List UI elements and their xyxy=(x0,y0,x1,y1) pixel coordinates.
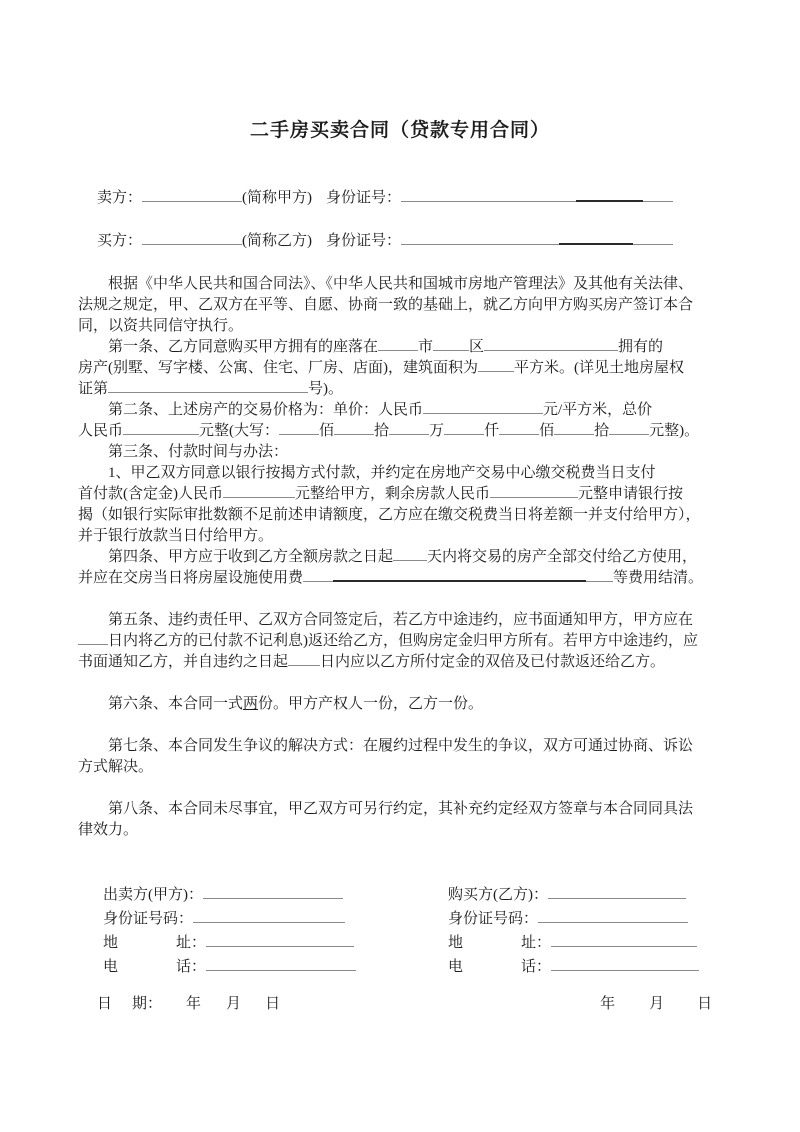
text-run: 拾 xyxy=(594,423,610,439)
seller-phone-row xyxy=(103,955,448,979)
spacer xyxy=(312,244,326,245)
date-label-2: 期： xyxy=(132,996,163,1012)
buyer-phone-label-1: 电 xyxy=(448,959,464,975)
buyer-phone-blank xyxy=(551,958,699,971)
text-run: 第一条、乙方同意购买甲方拥有的座落在 xyxy=(108,339,379,355)
clause-1-line-3 xyxy=(78,379,742,400)
text-run: 并应在交房当日将房屋设施使用费 xyxy=(78,570,304,586)
seller-id-row xyxy=(103,907,448,931)
spacer xyxy=(664,1007,697,1008)
text-run: 等费用结清。 xyxy=(613,570,704,586)
daxie-shi-1-blank xyxy=(334,422,374,435)
refund-days-blank xyxy=(78,632,108,645)
seller-address-label-2: 址： xyxy=(176,935,207,951)
city-blank xyxy=(378,338,418,351)
text-run: 仟 xyxy=(484,423,500,439)
clause-3-heading xyxy=(78,442,742,463)
text-run: 并于银行放款当日付给甲方。 xyxy=(78,528,274,544)
text-run: 佰 xyxy=(319,423,335,439)
seller-sign-label: 出卖方(甲方)： xyxy=(103,887,203,903)
text-run: 方式解决。 xyxy=(78,759,154,775)
text-run: 同，以资共同信守执行。 xyxy=(78,318,244,334)
daxie-bai-2-blank xyxy=(499,422,539,435)
seller-phone-blank xyxy=(206,958,356,971)
intro-line-2 xyxy=(78,295,742,316)
clause-5-line-2 xyxy=(78,631,742,652)
text-run: 房产(别墅、写字楼、公寓、住宅、厂房、店面)，建筑面积为 xyxy=(78,360,478,376)
text-run: 1、甲乙双方同意以银行按揭方式付款，并约定在房地产交易中心缴交税费当日支付 xyxy=(108,465,656,481)
total-price-blank xyxy=(123,422,199,435)
daxie-yuan-blank xyxy=(609,422,649,435)
intro-line-1 xyxy=(78,274,742,295)
location-blank xyxy=(484,338,618,351)
text-run: 元整给甲方，剩余房款人民币 xyxy=(295,486,491,502)
buyer-year-label: 年 xyxy=(600,996,616,1012)
text-run: 首付款(含定金)人民币 xyxy=(78,486,223,502)
buyer-sign-label: 购买方(乙方)： xyxy=(448,887,548,903)
text-run: 区 xyxy=(469,339,485,355)
seller-row xyxy=(97,188,740,209)
text-run: 天内将交易的房产全部交付给乙方使用， xyxy=(427,549,698,565)
clause-2-line-2 xyxy=(78,421,742,442)
buyer-signature-row xyxy=(448,883,760,907)
text-run: 第二条、上述房产的交易价格为：单价：人民币 xyxy=(108,402,424,418)
text-run: 第六条、本合同一式 xyxy=(108,696,244,712)
spacer xyxy=(118,946,176,947)
signature-section xyxy=(103,883,760,979)
text-run: 律效力。 xyxy=(78,822,139,838)
clause-5-line-3 xyxy=(78,652,742,673)
seller-day-label: 日 xyxy=(265,996,281,1012)
daxie-qian-blank xyxy=(444,422,484,435)
buyer-address-row xyxy=(448,931,760,955)
blank-line xyxy=(78,589,742,610)
text-run: 份。甲方产权人一份，乙方一份。 xyxy=(258,696,484,712)
buyer-id-blank xyxy=(401,232,559,245)
double-deposit-days-blank xyxy=(288,653,320,666)
unit-price-blank xyxy=(423,401,543,414)
text-run: 平方米。(详见土地房屋权 xyxy=(514,360,684,376)
clause-7-line-2 xyxy=(78,757,742,778)
text-run: 第八条、本合同未尽事宜，甲乙双方可另行约定，其补充约定经双方签章与本合同同具法 xyxy=(108,801,694,817)
buyer-address-blank xyxy=(551,934,697,947)
text-run: 日内应以乙方所付定金的双倍及已付款返还给乙方。 xyxy=(320,654,666,670)
blank-line xyxy=(78,715,742,736)
spacer xyxy=(162,1007,186,1008)
buyer-signature-column xyxy=(448,883,760,979)
text-run: 元整申请银行按 xyxy=(578,486,684,502)
text-run: 第五条、违约责任甲、乙双方合同签定后，若乙方中途违约，应书面通知甲方，甲方应在 xyxy=(108,612,694,628)
buyer-alias-label: (简称乙方) xyxy=(242,233,313,249)
clause-3-item-1-line-4 xyxy=(78,526,742,547)
clause-3-item-1-line-1 xyxy=(78,463,742,484)
seller-id-blank xyxy=(401,189,576,202)
text-run: 市 xyxy=(418,339,434,355)
text-run: 人民币 xyxy=(78,423,124,439)
text-run: 根据《中华人民共和国合同法》、《中华人民共和国城市房地产管理法》及其他有关法律、 xyxy=(108,276,694,292)
buyer-sign-name-blank xyxy=(548,886,686,899)
signature-columns xyxy=(103,883,760,979)
seller-label: 卖方： xyxy=(97,190,143,206)
daxie-wan-blank xyxy=(389,422,429,435)
date-line xyxy=(97,992,760,1016)
facility-fee-blank-dark xyxy=(333,568,586,582)
buyer-address-label-2: 址： xyxy=(521,935,552,951)
clause-1-line-1 xyxy=(78,337,742,358)
facility-fee-blank-head xyxy=(303,569,333,582)
seller-month-label: 月 xyxy=(226,996,242,1012)
text-run: 法规之规定，甲、乙双方在平等、自愿、协商一致的基础上，就乙方向甲方购买房产签订本合 xyxy=(78,297,694,313)
date-label-1: 日 xyxy=(97,996,113,1012)
seller-address-row xyxy=(103,931,448,955)
buyer-id-blank-dark xyxy=(559,231,633,245)
spacer xyxy=(312,201,326,202)
daxie-shi-2-blank xyxy=(554,422,594,435)
seller-name-blank xyxy=(142,189,242,202)
seller-sign-id-label: 身份证号码： xyxy=(103,911,194,927)
remaining-loan-blank xyxy=(490,485,578,498)
clause-5-line-1 xyxy=(78,610,742,631)
seller-alias-label: (简称甲方) xyxy=(242,190,313,206)
text-run: 佰 xyxy=(539,423,555,439)
date-section xyxy=(97,992,760,1016)
facility-fee-blank-tail xyxy=(586,569,613,582)
clause-2-line-1 xyxy=(78,400,742,421)
seller-address-blank xyxy=(206,934,354,947)
spacer xyxy=(201,1007,226,1008)
spacer xyxy=(463,970,521,971)
contract-body xyxy=(78,274,742,841)
text-run: 元整(大写： xyxy=(199,423,280,439)
seller-phone-label-2: 话： xyxy=(176,959,207,975)
text-run: 揭（如银行实际审批数额不足前述申请额度，乙方应在缴交税费当日将差额一并支付给甲方）， xyxy=(78,507,701,523)
text-run: 拾 xyxy=(374,423,390,439)
text-run: 号)。 xyxy=(308,381,344,397)
seller-signature-column xyxy=(103,883,448,979)
clause-4-line-2 xyxy=(78,568,742,589)
intro-line-3 xyxy=(78,316,742,337)
clause-7-line-1 xyxy=(78,736,742,757)
buyer-id-blank-tail xyxy=(633,232,673,245)
blank-line xyxy=(78,673,742,694)
seller-id-blank-tail xyxy=(643,189,673,202)
clause-3-item-1-line-3 xyxy=(78,505,742,526)
clause-6-line-1 xyxy=(78,694,742,715)
seller-sign-name-blank xyxy=(203,886,343,899)
downpayment-blank xyxy=(223,485,295,498)
clause-1-line-2 xyxy=(78,358,742,379)
buyer-address-label-1: 地 xyxy=(448,935,464,951)
seller-signature-row xyxy=(103,883,448,907)
delivery-days-blank xyxy=(393,548,427,561)
party-section xyxy=(97,188,740,252)
text-run: 拥有的 xyxy=(618,339,664,355)
cert-number-blank xyxy=(108,380,308,393)
buyer-day-label: 日 xyxy=(697,996,713,1012)
seller-id-blank-dark xyxy=(576,188,643,202)
buyer-id-label: 身份证号： xyxy=(326,233,402,249)
clause-4-line-1 xyxy=(78,547,742,568)
text-run: 第七条、本合同发生争议的解决方式：在履约过程中发生的争议，双方可通过协商、诉讼 xyxy=(108,738,694,754)
clause-3-item-1-line-2 xyxy=(78,484,742,505)
buyer-sign-id-blank xyxy=(538,910,688,923)
spacer xyxy=(112,1007,132,1008)
spacer xyxy=(463,946,521,947)
text-run: 万 xyxy=(429,423,445,439)
buyer-row xyxy=(97,231,740,252)
text-run: 第三条、付款时间与办法： xyxy=(108,444,289,460)
text-run: 第四条、甲方应于收到乙方全额房款之日起 xyxy=(108,549,394,565)
seller-id-label: 身份证号： xyxy=(326,190,402,206)
daxie-bai-1-blank xyxy=(279,422,319,435)
clause-8-line-1 xyxy=(78,799,742,820)
buyer-phone-label-2: 话： xyxy=(521,959,552,975)
clause-8-line-2 xyxy=(78,820,742,841)
spacer xyxy=(241,1007,265,1008)
buyer-id-row xyxy=(448,907,760,931)
buyer-name-blank xyxy=(142,232,242,245)
spacer xyxy=(615,1007,649,1008)
buyer-sign-id-label: 身份证号码： xyxy=(448,911,539,927)
district-blank xyxy=(433,338,469,351)
copies-count-underlined: 两 xyxy=(243,696,259,712)
blank-line xyxy=(78,778,742,799)
contract-title: 二手房买卖合同（贷款专用合同） xyxy=(249,120,550,141)
buyer-phone-row xyxy=(448,955,760,979)
seller-phone-label-1: 电 xyxy=(103,959,119,975)
seller-year-label: 年 xyxy=(186,996,202,1012)
text-run: 元/平方米，总价 xyxy=(543,402,653,418)
spacer xyxy=(118,970,176,971)
seller-address-label-1: 地 xyxy=(103,935,119,951)
text-run: 证第 xyxy=(78,381,109,397)
text-run: 书面通知乙方，并自违约之日起 xyxy=(78,654,289,670)
text-run: 日内将乙方的已付款不记利息)返还给乙方，但购房定金归甲方所有。若甲方中途违约，应 xyxy=(108,633,698,649)
buyer-label: 买方： xyxy=(97,233,143,249)
buyer-month-label: 月 xyxy=(649,996,665,1012)
text-run: 元整)。 xyxy=(649,423,700,439)
spacer xyxy=(280,1007,600,1008)
area-blank xyxy=(478,359,514,372)
seller-sign-id-blank xyxy=(193,910,345,923)
